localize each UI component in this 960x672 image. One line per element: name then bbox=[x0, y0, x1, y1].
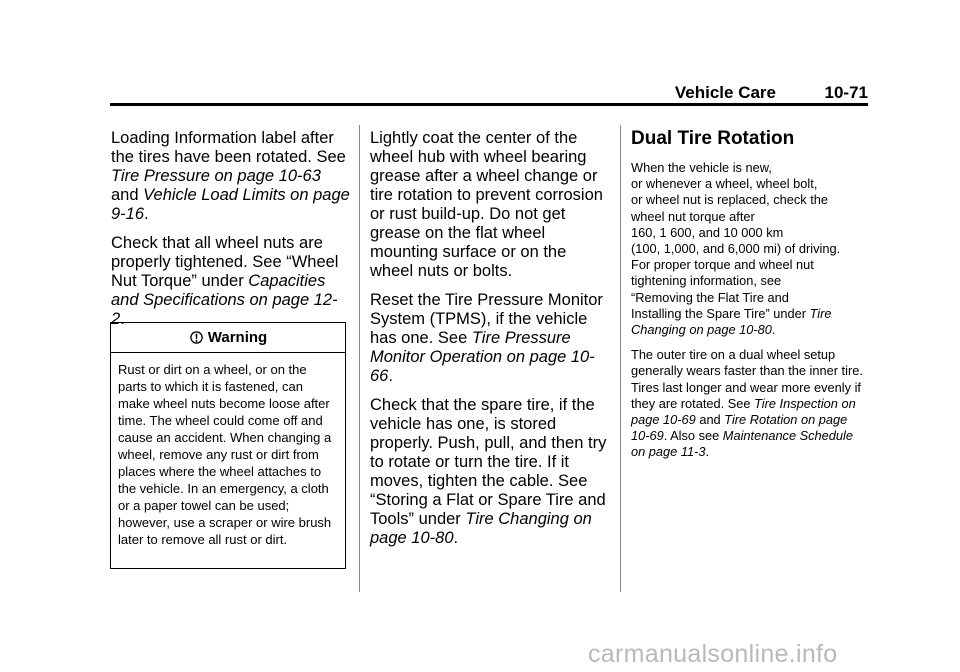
link-maintenance-schedule[interactable]: Maintenance Schedule on page 11-3 bbox=[631, 428, 853, 460]
text-line: 160, 1 600, and 10 000 km bbox=[631, 224, 784, 240]
section-title: Vehicle Care bbox=[674, 83, 776, 102]
paragraph-text: Loading Information label after the tires have been rotated. See bbox=[111, 129, 346, 166]
warning-body: Rust or dirt on a wheel, or on the parts to which it is fastened, can make wheel nuts become loose after time. The wheel could come off and cause an accident. When changing a wheel, remove any rust or dirt from places where the wheel attaches to the vehicle. In an emergency, a cloth or a paper towel can be used; however, use a scraper or wire brush later to remove all rust or dirt. bbox=[118, 362, 332, 547]
column-3 bbox=[631, 128, 869, 461]
paragraph-text: . Also see bbox=[663, 428, 720, 444]
link-tire-inspection[interactable]: Tire Inspection on page 10-69 bbox=[631, 395, 856, 428]
period-text: . bbox=[771, 322, 776, 338]
column-1 bbox=[111, 129, 351, 329]
conjunction-text: and bbox=[699, 412, 721, 428]
section-heading: Dual Tire Rotation bbox=[631, 128, 795, 149]
paragraph-dual-wheel bbox=[631, 347, 869, 460]
paragraph-spare-tire bbox=[370, 396, 610, 548]
text-line: or wheel nut is replaced, check the bbox=[631, 192, 829, 208]
paragraph-text: Check that all wheel nuts are properly tightened. See “Wheel Nut Torque” under bbox=[111, 234, 339, 290]
paragraph-text: Check that the spare tire, if the vehicle has one, is stored properly. Push, pull, and then try to rotate or turn the tire. If it moves, tighten the cable. See “Storing a Flat or Spare Tire and Tools” under bbox=[370, 396, 607, 528]
warning-header bbox=[111, 323, 345, 353]
warning-box bbox=[110, 322, 346, 569]
paragraph-wheel-hub: Lightly coat the center of the wheel hub with wheel bearing grease after a wheel change or tire rotation to prevent corrosion or rust build-up. Do not get grease on the flat wheel mounting surface or on the wheel nuts or bolts. bbox=[370, 129, 603, 280]
page-header bbox=[110, 84, 868, 102]
column-2 bbox=[370, 129, 610, 548]
column-divider-1 bbox=[359, 125, 360, 592]
period-text: . bbox=[453, 529, 459, 547]
link-tire-changing[interactable]: Tire Changing on page 10-80 bbox=[370, 510, 592, 547]
header-rule bbox=[110, 103, 868, 106]
text-line: For proper torque and wheel nut bbox=[631, 257, 814, 273]
link-tire-rotation[interactable]: Tire Rotation on page 10-69 bbox=[631, 412, 848, 444]
period-text: . bbox=[144, 205, 149, 223]
text-line: tightening information, see bbox=[631, 273, 782, 289]
watermark: carmanualsonline.info bbox=[588, 640, 838, 668]
link-tire-changing-a[interactable]: Tire bbox=[809, 305, 832, 321]
link-tire-pressure[interactable]: Tire Pressure on page 10-63 bbox=[111, 167, 321, 185]
link-vehicle-load-limits[interactable]: Vehicle Load Limits on page 9-16 bbox=[111, 186, 350, 223]
column-divider-2 bbox=[620, 125, 621, 592]
text-line: “Removing the Flat Tire and bbox=[631, 289, 789, 305]
warning-title: Warning bbox=[207, 329, 268, 346]
text-line: or whenever a wheel, wheel bolt, bbox=[631, 176, 818, 192]
warning-icon bbox=[189, 326, 204, 356]
text-line: Installing the Spare Tire” under bbox=[631, 305, 806, 321]
text-line: (100, 1,000, and 6,000 mi) of driving. bbox=[631, 241, 841, 257]
link-tire-changing-b[interactable]: Changing on page 10-80 bbox=[631, 322, 772, 338]
link-capacities[interactable]: Capacities and Specifications on page 12-2 bbox=[111, 272, 338, 328]
paragraph-tpms bbox=[370, 291, 610, 386]
paragraph-wheel-nuts bbox=[111, 234, 351, 329]
text-line: When the vehicle is new, bbox=[631, 160, 772, 175]
period-text: . bbox=[120, 310, 125, 328]
paragraph-text: Reset the Tire Pressure Monitor System (TPMS), if the vehicle has one. See bbox=[370, 291, 603, 347]
period-text: . bbox=[705, 444, 710, 460]
conjunction-text: and bbox=[111, 186, 139, 204]
page-number: 10-71 bbox=[824, 83, 868, 102]
period-text: . bbox=[388, 367, 393, 385]
paragraph-torque bbox=[631, 160, 869, 338]
paragraph-loading-info bbox=[111, 129, 351, 224]
paragraph-text: The outer tire on a dual wheel setup generally wears faster than the inner tire. Tires last longer and wear more evenly if they are rotated. See bbox=[631, 347, 863, 411]
link-tpms-operation[interactable]: Tire Pressure Monitor Operation on page 10-66 bbox=[370, 329, 595, 385]
text-line: wheel nut torque after bbox=[631, 208, 755, 224]
